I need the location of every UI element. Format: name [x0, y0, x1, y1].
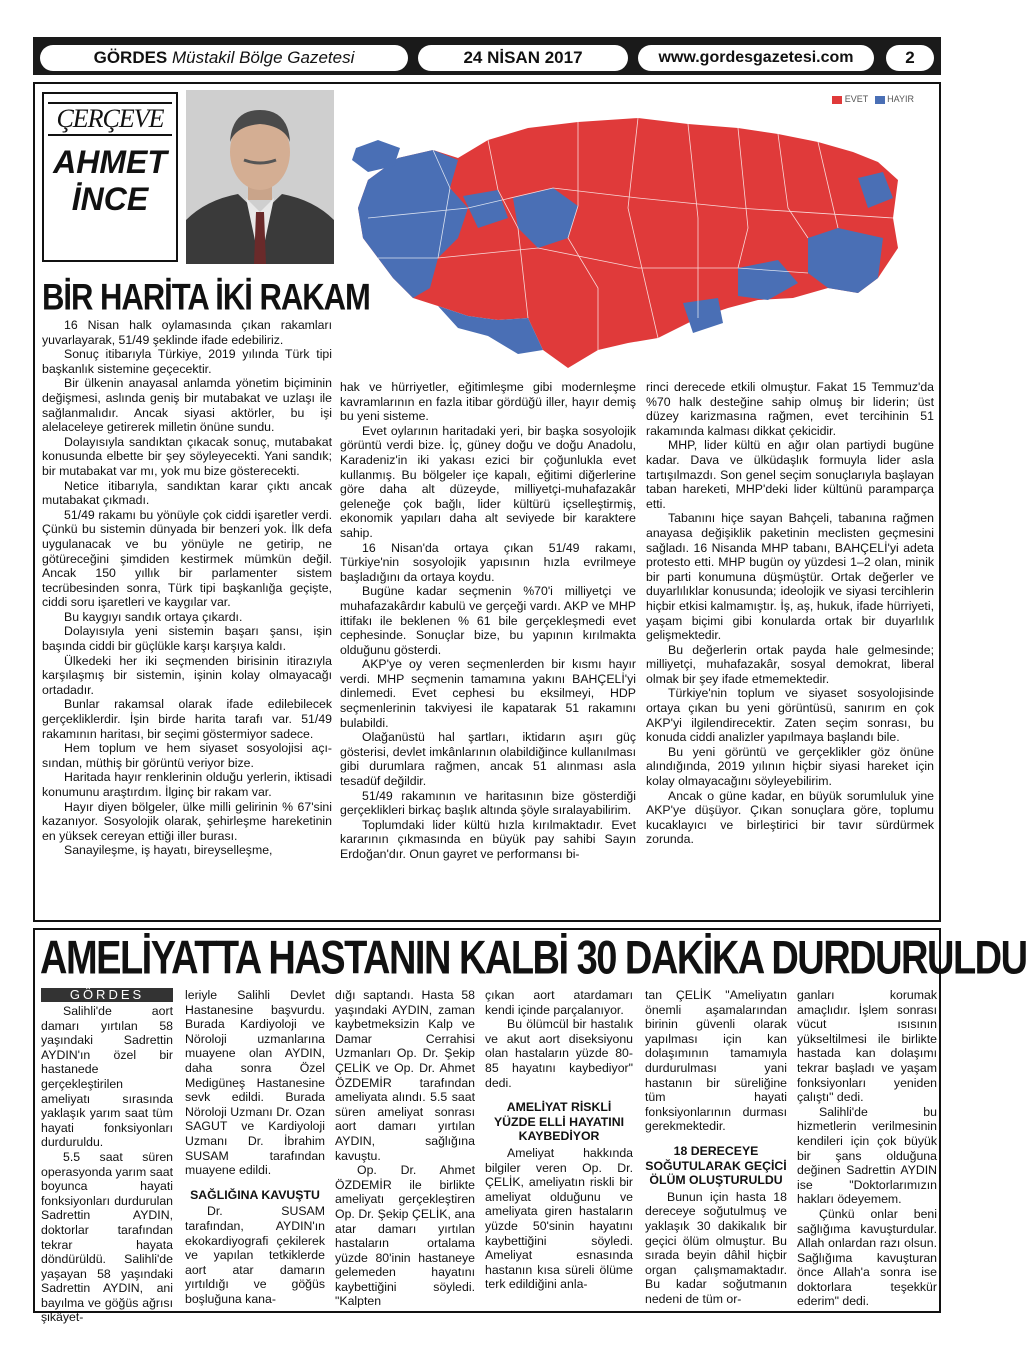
- paragraph: 5.5 saat süren operasyonda yarım saat boyunca hayati fonksiyonları durdurulan Sadrettin AYDIN, doktorlar tarafından tekrar hayata döndürüldü. Salihli'de yaşayan 58 yaşındaki Sadrettin AYDIN, ani bayılma ve göğüs ağrısı şikâyet-: [41, 1149, 173, 1325]
- website-link[interactable]: www.gordesgazetesi.com: [638, 45, 874, 71]
- paragraph: Hem toplum ve hem siyaset sosyolojisi açı-sından, müthiş bir görüntü veriyor bize.: [42, 741, 332, 770]
- paragraph: Dolayısıyla sandıktan çıkacak sonuç, mutabakat konusunda elbette bir şey söyleyecekti. Yani sandık; bir mutabakat var mı, yok mu bize gösterecekti.: [42, 434, 332, 478]
- subheading: SAĞLIĞINA KAVUŞTU: [190, 1187, 320, 1202]
- paper-name: GÖRDES: [93, 48, 168, 67]
- article2-column-2: [185, 988, 325, 1309]
- author-last-name: İNCE: [71, 181, 149, 217]
- referendum-map: [338, 88, 934, 380]
- paragraph: ganları korumak amaçlıdır. İşlem sonrası vücut ısısının yükseltilmesi ile birlikte hastada kan dolaşımı tekrar başladı ve yaşam fonksiyonları yeniden çalıştı" dedi.: [797, 988, 937, 1105]
- column-box: [42, 92, 178, 262]
- paragraph: Bu kaygıyı sandık ortaya çıkardı.: [64, 609, 243, 624]
- paragraph: Ameliyat hakkında bilgiler veren Op. Dr. ÇELİK, ameliyatın riskli bir ameliyat olduğunu ve ameliyata giren hastaların yüzde 50'sinin hayatını kaybettiğini söyledi. Ameliyat esnasında hastanın kısa süreli ölüme terk edildiğini anla-: [485, 1145, 633, 1292]
- article1-column-1: [42, 318, 332, 918]
- article2-column-6: [797, 988, 937, 1309]
- paragraph: Tabanını hiçe sayan Bahçeli, tabanına rağmen anayasa değişiklik paketinin meclisten geçmesini sağladı. 16 Nisanda MHP tabanı, BAHÇELİ'yi adeta protesto etti. MHP bugün oy yüzdesi 1–2 olan, minik bir parti konumuna düşmüştür. Ortak değerler ve duyarlılıklar konusunda; ideolojik ve siyasi tercihlerin hiçbir etkisi kalmamıştır. İş, aş, hukuk, ifade hürriyeti, yaşam biçimi gibi konularda ortak bir duyarlılık gelişmektedir.: [646, 511, 934, 643]
- paragraph: 51/49 rakamı bu yönüyle çok ciddi işaretler verdi. Çünkü bu sistemin dünyada bir benzeri yok. İlk defa uygulanacak ve bu yönüyle ne getirip, ne götüreceğini şimdiden kestirmek mümkün değil. Ancak 150 yıllık bir parlamenter sistem tecrübesinden sonra, Türk tipi başkanlığa geçişte, ciddi soru işaretleri ve kaygılar var.: [42, 507, 332, 610]
- author-first-name: AHMET: [53, 144, 167, 180]
- paragraph: Çünkü onlar beni sağlığıma kavuşturdular. Allah onlardan razı olsun. Sağlığıma kavuşturan önce Allah'a sonra ise doktorlara teşekkür ederim" dedi.: [797, 1206, 937, 1309]
- paragraph: hak ve hürriyetler, eğitimleşme gibi modernleşme kavramlarının en fazla itibar gördüğü iller, hayır demiş bu yeni sisteme.: [340, 380, 636, 424]
- paragraph: Haritada hayır renklerinin olduğu yerlerin, iktisadi konumunu araştırdım. İlginç bir rakam var.: [42, 770, 332, 799]
- article2-column-3: [335, 988, 475, 1309]
- paragraph: AKP'ye oy veren seçmenlerden bir kısmı hayır verdi. MHP seçmenin tamamına yakını BAHÇELİ'yi dinlemedi. Evet cephesi bu eksilmeyi, HDP seçmenlerinin takviyesi ile kapatarak 51 rakamını bulabildi.: [340, 657, 636, 730]
- paragraph: Ancak o güne kadar, en büyük sorumluluk yine AKP'ye düşüyor. Çıkan sonuçlara göre, toplumu kucaklayıcı ve birleştirici bir tavır sürdürmek zorunda.: [646, 788, 934, 847]
- paragraph: Sonuç itibarıyla Türkiye, 2019 yılında Türk tipi başkanlık sistemine geçecektir.: [42, 347, 332, 376]
- article1-column-2: [340, 380, 636, 918]
- page-number: 2: [886, 45, 934, 71]
- article1-headline: BİR HARİTA İKİ RAKAM: [42, 276, 370, 318]
- paragraph: Bu ölümcül bir hastalık ve akut aort diseksiyonu olan hastaların yüzde 80-85 hayatını kaybediyor" dedi.: [485, 1017, 633, 1090]
- paragraph: Toplumdaki lider kültü hızla kırılmaktadır. Evet kararının çıkmasında en büyük pay sahibi Sayın Erdoğan'dır. Onun gayret ve performansı bi-: [340, 817, 636, 861]
- paragraph: Bunlar rakamsal olarak ifade edilebilecek gerçekliklerdir. İşin birde harita tarafı var. 51/49 rakamının haritası, bir seçimi göstermiyor sadece.: [42, 697, 332, 741]
- paragraph: 16 Nisan halk oylamasında çıkan rakamları yuvarlayarak, 51/49 şeklinde ifade edebiliriz.: [42, 318, 332, 347]
- legend-no-swatch: [875, 96, 885, 104]
- article1-column-3: [646, 380, 934, 918]
- paragraph: çıkan aort atardamarı kendi içinde parçalanıyor.: [485, 988, 633, 1017]
- paragraph: MHP, lider kültü en ağır olan partiydi bugüne kadar. Dava ve ülküdaşlık formuyla lider asla tartışılmazdı. Son genel seçim sonuçlarıyla başlayan taban hareketi, MHP'deki lider kültünü paramparça etti.: [646, 438, 934, 511]
- paragraph: 51/49 rakamının ve haritasının bize gösterdiği gerçeklikleri birkaç başlık altında şöyle sıralayabilirim.: [340, 788, 636, 818]
- paragraph: tan ÇELİK "Ameliyatın önemli aşamalarından birinin güvenli olarak yapılması için kan dolaşımının tamamıyla durdurulması yani hastanın bir süreliğine tüm hayati fonksiyonlarının durması gerekmektedir.: [645, 988, 787, 1134]
- paragraph: dığı saptandı. Hasta 58 yaşındaki AYDIN, zaman kaybetmeksizin Kalp ve Damar Cerrahisi Uzmanları Op. Dr. Şekip ÇELİK ve Op. Dr. Ahmet ÖZDEMİR tarafından ameliyata alındı. 5.5 saat süren ameliyat sonrası aort damarı yırtılan AYDIN, sağlığına kavuştu.: [335, 988, 475, 1163]
- paragraph: Türkiye'nin toplum ve siyaset sosyolojisinde ortaya çıkan bu yeni görüntüsü, sanırım en çok AKP'yi ilgilendirecektir. Zaten seçim sonrası, bu konuda ciddi analizler yapılmaya başlandı bile.: [646, 686, 934, 745]
- paragraph: Salihli'de aort damarı yırtılan 58 yaşındaki Sadrettin AYDIN'ın özel bir hastanede gerçekleştirilen ameliyatı sırasında yaklaşık yarım saat tüm hayati fonksiyonları durduruldu.: [41, 1004, 173, 1150]
- paragraph: Dr. SUSAM tarafından, AYDIN'ın ekokardiyografi çekilerek ve yapılan tetkiklerde aort atar damarın yırtıldığı ve göğüs boşluğuna kana-: [185, 1204, 325, 1306]
- paper-name-pill: [40, 45, 408, 71]
- article2-column-1: [41, 1004, 173, 1325]
- paragraph: Ülkedeki her iki seçmenden birisinin itirazıyla karşılaşmış bir sistemin, işinin kolay olmayacağı ortadadır.: [42, 653, 332, 697]
- legend-no-label: HAYIR: [887, 94, 914, 104]
- paragraph: Salihli'de bu hizmetlerin verilmesinin kendileri için çok büyük bir şans olduğuna değinen Sadrettin AYDIN ise "Doktorlarımızın hakları ödeyemem.: [797, 1104, 937, 1207]
- paragraph: 16 Nisan'da ortaya çıkan 51/49 rakamı, Türkiye'nin sosyolojik yapısının hızla evrilmeye başladığını da ortaya koydu.: [340, 540, 636, 584]
- paper-tagline: Müstakil Bölge Gazetesi: [172, 48, 355, 67]
- paragraph: Bugüne kadar seçmenin %70'i milliyetçi ve muhafazakârdır kabulü ve gerçeği vardı. AKP ve MHP ittifakı ile beklenen % 61 bile gerçekleşmedi evet cephesinde. Sonuçlar bize, bu yapının kırılmakta olduğunu gösterdi.: [340, 584, 636, 657]
- paragraph: Bu değerlerin ortak payda hale gelmesinde; milliyetçi, muhafazakâr, sosyal demokrat, liberal olmak bir şey ifade etmemektedir.: [646, 642, 934, 686]
- paragraph: leriyle Salihli Devlet Hastanesine başvurdu. Burada Kardiyoloji ve Nöroloji uzmanlarına muayene olan AYDIN, daha sonra Özel Medigüneş Hastanesine sevk edildi. Burada Nöroloji Uzmanı Dr. Ozan SAGUT ve Kardiyoloji Uzmanı Dr. İbrahim SUSAM tarafından muayene edildi.: [185, 988, 325, 1178]
- paragraph: Sanayileşme, iş hayatı, bireyselleşme,: [64, 843, 273, 858]
- paragraph: Evet oylarının haritadaki yeri, bir başka sosyolojik görüntü verdi bize. İç, güney doğu ve doğu Anadolu, Karadeniz'in iki yakası ezici bir çoğunlukla evet kullanmış. Bu bölgeler içe kapalı, eğitimi diğerlerine göre daha alt düzeyde, milliyetçi-muhafazakâr geleneğe çok bağlı, lider kültürü içselleştirmiş, ekonomik yapıları daha alt seviyede bir karaktere sahip.: [340, 423, 636, 540]
- paragraph: Bir ülkenin anayasal anlamda yönetim biçiminin değişmesi, aslında geniş bir mutabakat ve uzlaşı ile sağlanmalıdır. Ancak siyasi aktörler, bu işi alelaceleye getirerek milletin önüne sundu.: [42, 376, 332, 435]
- subheading: 18 DERECEYE SOĞUTULARAK GEÇİCİ ÖLÜM OLUŞTURULDU: [645, 1143, 787, 1188]
- legend-yes-swatch: [832, 96, 842, 104]
- paragraph: rinci derecede etkili olmuştur. Fakat 15 Temmuz'da %70 halk desteğine sahip olmuş bir liderin; üst düzey karizmasına rağmen, evet tercihinin 51 rakamında kalması dikkat çekicidir.: [646, 380, 934, 438]
- article2-column-4: [485, 988, 633, 1309]
- author-portrait-icon: [186, 90, 334, 264]
- dateline-badge: GÖRDES: [41, 988, 173, 1002]
- article2-headline: AMELİYATTA HASTANIN KALBİ 30 DAKİKA DURDURULDU: [40, 932, 1027, 985]
- subheading: AMELİYAT RİSKLİ YÜZDE ELLİ HAYATINI KAYBEDİYOR: [493, 1100, 625, 1144]
- paragraph: Netice itibarıyla, sandıktan karar çıktı ancak mutabakat çıkmadı.: [42, 478, 332, 508]
- paragraph: Bunun için hasta 18 dereceye soğutulmuş ve yaklaşık 30 dakikalık bir geçici ölüm olmuştur. Bu sırada beyin dâhil hiçbir organ çalışmamaktadır. Bu kadar soğutmanın nedeni de tüm or-: [645, 1189, 787, 1306]
- paragraph: Hayır diyen bölgeler, ülke milli gelirinin % 67'sini kazanıyor. Sosyolojik olarak, şehirleşme hareketinin en yüksek cereyan ettiği iller burası.: [42, 799, 332, 843]
- paragraph: Op. Dr. Ahmet ÖZDEMİR ile birlikte ameliyatı gerçekleştiren Op. Dr. Şekip ÇELİK, ana atar damarı yırtılan hastaların ortalama yüzde 80'inin hastaneye gelemeden hayatını kaybettiğini söyledi. "Kalpten: [335, 1163, 475, 1309]
- paragraph: Olağanüstü hal şartları, iktidarın aşırı güç gösterisi, devlet imkânlarının olabildiğince kullanılması gibi durumlara rağmen, ancak 51 alınması asla tesadüf değildir.: [340, 730, 636, 789]
- paragraph: Bu yeni görüntü ve gerçeklikler göz önüne alındığında, 2019 yılının hiçbir siyasi hareket için kolay olmayacağını söyleyebilirim.: [646, 744, 934, 789]
- section-label: ÇERÇEVE: [48, 102, 172, 136]
- turkey-map-icon: [338, 88, 934, 380]
- article2-column-5: [645, 988, 787, 1309]
- issue-date: 24 NİSAN 2017: [418, 45, 628, 71]
- paragraph: Dolayısıyla yeni sistemin başarı şansı, işin başında ciddi bir güçlükle karşı karşıya kaldı.: [42, 624, 332, 654]
- legend-yes-label: EVET: [844, 94, 869, 104]
